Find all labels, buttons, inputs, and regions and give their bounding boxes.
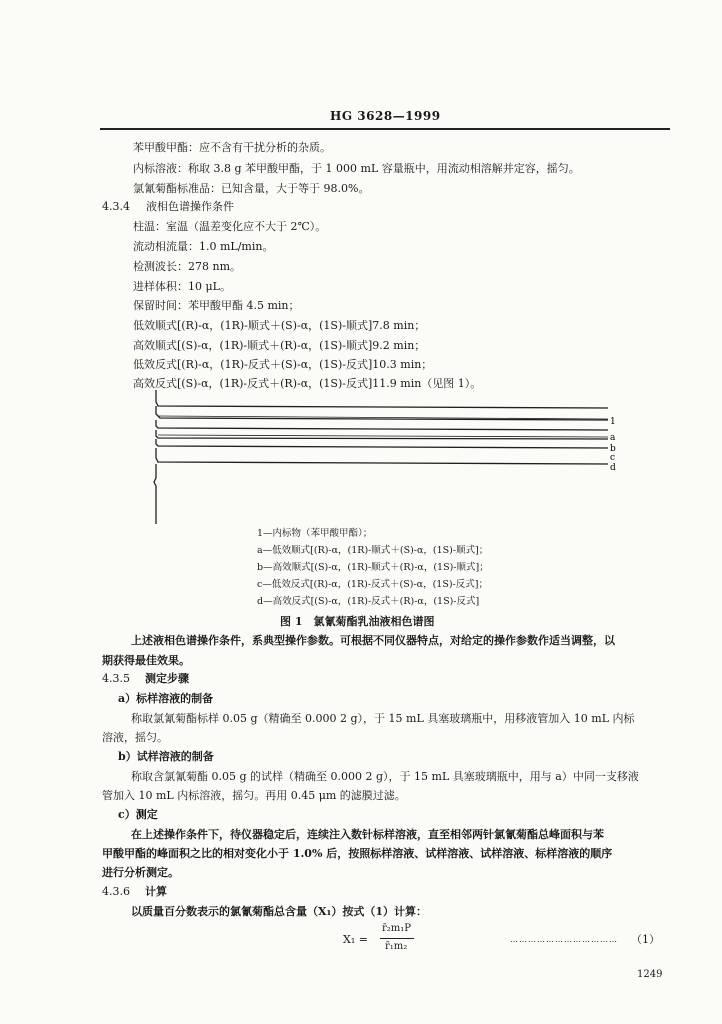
formula-denominator: r̄₁m₂ bbox=[385, 941, 408, 952]
figure-legend-item: b—高效顺式[(S)-α，(1R)-顺式＋(R)-α，(1S)-顺式]； bbox=[257, 562, 489, 573]
step-b-line-1: 称取含氯氰菊酯 0.05 g 的试样（精确至 0.000 2 g），于 15 mL 具塞玻璃瓶中，用与 a）中同一支移液 bbox=[131, 770, 639, 783]
step-c-line-2: 甲酸甲酯的峰面积之比的相对变化小于 1.0% 后，按照标样溶液、试样溶液、试样溶液、标样溶液的顺序 bbox=[102, 847, 613, 860]
reagent-line-1: 苯甲酸甲酯：应不含有干扰分析的杂质。 bbox=[133, 141, 331, 154]
figure-legend-item: 1—内标物（苯甲酸甲酯）； bbox=[257, 528, 373, 539]
note-line-1: 上述液相色谱操作条件，系典型操作参数。可根据不同仪器特点，对给定的操作参数作适当调整，以 bbox=[131, 634, 615, 647]
reagent-line-2: 内标溶液：称取 3.8 g 苯甲酸甲酯，于 1 000 mL 容量瓶中，用流动相溶解并定容，摇匀。 bbox=[133, 162, 580, 175]
formula-fraction-bar bbox=[380, 938, 414, 939]
peak-label-a: a bbox=[610, 433, 616, 443]
step-b-title: b）试样溶液的制备 bbox=[118, 750, 214, 763]
section-4-3-5-number: 4.3.5 bbox=[102, 672, 130, 685]
chromatogram-figure bbox=[148, 386, 628, 526]
condition-line: 检测波长：278 nm。 bbox=[133, 260, 242, 273]
step-a-line-1: 称取氯氰菊酯标样 0.05 g（精确至 0.000 2 g），于 15 mL 具塞玻璃瓶中，用移液管加入 10 mL 内标 bbox=[131, 712, 635, 725]
condition-line: 高效顺式[(S)-α，(1R)-顺式＋(R)-α，(1S)-顺式]9.2 min； bbox=[133, 339, 426, 352]
figure-legend-item: d—高效反式[(S)-α，(1R)-反式＋(R)-α，(1S)-反式] bbox=[257, 596, 480, 607]
condition-line: 保留时间：苯甲酸甲酯 4.5 min； bbox=[133, 299, 300, 312]
formula-lhs: X₁ = bbox=[343, 933, 368, 946]
page-number: 1249 bbox=[637, 969, 663, 980]
condition-line: 流动相流量：1.0 mL/min。 bbox=[133, 240, 274, 253]
note-line-2: 期获得最佳效果。 bbox=[102, 654, 190, 667]
step-c-line-3: 进行分析测定。 bbox=[102, 866, 179, 879]
peak-label-1: 1 bbox=[610, 417, 616, 427]
reagent-line-3: 氯氰菊酯标准品：已知含量，大于等于 98.0%。 bbox=[133, 182, 370, 195]
step-b-line-2: 管加入 10 mL 内标溶液，摇匀。再用 0.45 μm 的滤膜过滤。 bbox=[102, 789, 406, 802]
condition-line: 低效反式[(R)-α，(1R)-反式＋(S)-α，(1S)-反式]10.3 min； bbox=[133, 358, 433, 371]
formula-numerator: r̄₂m₁P bbox=[382, 923, 412, 934]
section-4-3-6-title: 计算 bbox=[145, 885, 167, 898]
step-a-line-2: 溶液，摇匀。 bbox=[102, 731, 168, 744]
page-header-standard: HG 3628—1999 bbox=[330, 109, 441, 123]
step-c-line-1: 在上述操作条件下，待仪器稳定后，连续注入数针标样溶液，直至相邻两针氯氰菊酯总峰面积与苯 bbox=[131, 828, 604, 841]
step-c-title: c）测定 bbox=[118, 808, 158, 821]
section-4-3-4-title: 液相色谱操作条件 bbox=[146, 200, 234, 213]
step-a-title: a）标样溶液的制备 bbox=[118, 692, 214, 705]
section-4-3-5-title: 测定步骤 bbox=[145, 672, 189, 685]
condition-line: 柱温：室温（温差变化应不大于 2℃）。 bbox=[133, 220, 327, 233]
peak-label-c: c bbox=[610, 453, 616, 463]
figure-caption: 图 1 氯氰菊酯乳油液相色谱图 bbox=[280, 615, 435, 628]
condition-line: 高效反式[(S)-α，(1R)-反式＋(R)-α，(1S)-反式]11.9 min（见图 1）。 bbox=[133, 377, 482, 390]
figure-legend-item: a—低效顺式[(R)-α，(1R)-顺式＋(S)-α，(1S)-顺式]； bbox=[257, 545, 489, 556]
section-4-3-4-number: 4.3.4 bbox=[102, 200, 130, 213]
peak-label-b: b bbox=[610, 444, 616, 454]
section-4-3-6-number: 4.3.6 bbox=[102, 885, 130, 898]
trace-fine-line bbox=[158, 435, 608, 437]
calculation-intro: 以质量百分数表示的氯氰菊酯总含量（X₁）按式（1）计算： bbox=[131, 905, 428, 918]
peak-label-d: d bbox=[610, 463, 616, 473]
formula-leader-dots: ……………………………… bbox=[510, 935, 618, 944]
chromatogram-trace bbox=[154, 390, 608, 524]
formula-number: （1） bbox=[631, 933, 660, 946]
condition-line: 进样体积：10 μL。 bbox=[133, 280, 231, 293]
header-rule bbox=[100, 128, 670, 130]
figure-legend-item: c—低效反式[(R)-α，(1R)-反式＋(S)-α，(1S)-反式]； bbox=[257, 579, 488, 590]
condition-line: 低效顺式[(R)-α，(1R)-顺式＋(S)-α，(1S)-顺式]7.8 min； bbox=[133, 319, 426, 332]
